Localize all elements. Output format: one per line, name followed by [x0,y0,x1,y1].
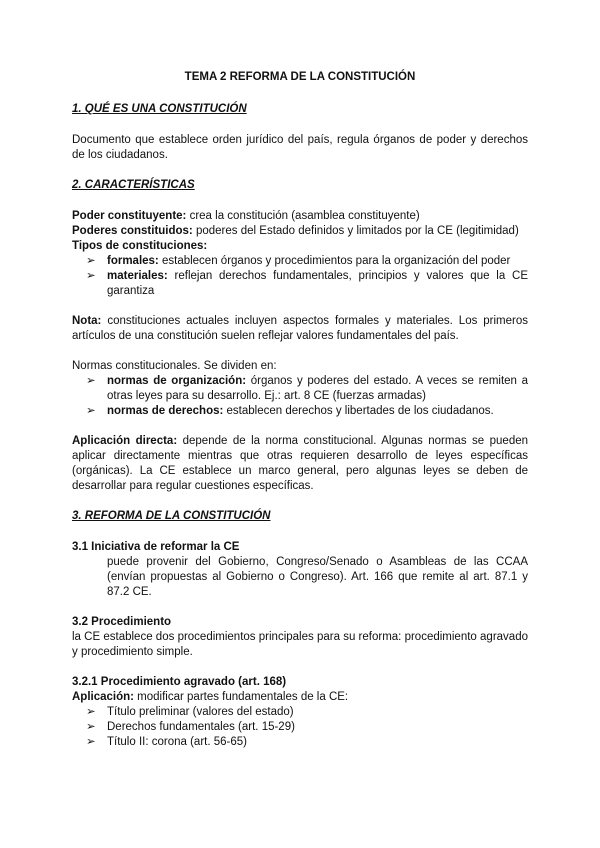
tipos-list [72,254,528,299]
arrow-bullet-icon: ➢ [86,375,96,387]
arrow-bullet-icon: ➢ [86,721,96,733]
poderes-constituidos-line [72,224,528,239]
section-1-heading: 1. QUÉ ES UNA CONSTITUCIÓN [72,103,247,115]
aplicacion-directa-paragraph [72,434,528,494]
arrow-bullet-icon: ➢ [86,405,96,417]
tipo-label: materiales: [107,270,168,282]
subsection-3-1-heading: 3.1 Iniciativa de reformar la CE [72,541,240,553]
normas-list [72,374,528,419]
aplicacion-directa-label: Aplicación directa: [72,435,178,447]
poder-constituyente-line [72,209,528,224]
subsection-3-2-1-heading: 3.2.1 Procedimiento agravado (art. 168) [72,676,287,688]
tipos-label: Tipos de constituciones: [72,240,208,252]
document-title: TEMA 2 REFORMA DE LA CONSTITUCIÓN [184,71,416,83]
section-3-heading: 3. REFORMA DE LA CONSTITUCIÓN [72,510,271,522]
arrow-bullet-icon: ➢ [86,255,96,267]
poder-constituyente-text: crea la constitución (asamblea constituyente) [186,210,420,222]
subsection-3-2-heading: 3.2 Procedimiento [72,616,172,628]
s321-aplicacion-label: Aplicación: [72,691,134,703]
s321-aplicacion-text: modificar partes fundamentales de la CE: [133,691,349,703]
arrow-bullet-icon: ➢ [86,736,96,748]
list-item [72,374,528,404]
s321-list [72,705,528,750]
poderes-constituidos-text: poderes del Estado definidos y limitados por la CE (legitimidad) [192,225,519,237]
list-item [72,404,528,419]
aplicacion-directa-text: depende de la norma constitucional. Algunas normas se pueden aplicar directamente mientras que otras requieren desarrollo de leyes específicas (orgánicas). La CE establece un marco general, pero algunas leyes se deben de desarrollar para regular cuestiones específicas. [72,435,529,492]
s321-item-text: Derechos fundamentales (art. 15-29) [107,721,295,733]
subsection-3-2-text: la CE establece dos procedimientos principales para su reforma: procedimiento agravado y procedimiento simple. [72,631,528,658]
normas-intro: Normas constitucionales. Se dividen en: [72,360,277,372]
list-item [72,254,528,269]
norma-label: normas de organización: [107,375,247,387]
s321-item-text: Título II: corona (art. 56-65) [107,736,247,748]
s321-aplicacion-line [72,690,528,705]
arrow-bullet-icon: ➢ [86,270,96,282]
list-item [72,720,528,735]
subsection-3-1-text: puede provenir del Gobierno, Congreso/Senado o Asambleas de las CCAA (envían propuestas al Gobierno o Congreso). Art. 166 que remite al art. 87.1 y 87.2 CE. [107,556,528,598]
section-1-text: Documento que establece orden jurídico del país, regula órganos de poder y derechos de los ciudadanos. [72,134,528,161]
tipo-label: formales: [107,255,159,267]
list-item [72,705,528,720]
nota-paragraph [72,314,528,344]
list-item [72,735,528,750]
list-item [72,269,528,299]
poder-constituyente-label: Poder constituyente: [72,210,187,222]
tipo-text: reflejan derechos fundamentales, principios y valores que la CE garantiza [107,270,528,297]
tipo-text: establecen órganos y procedimientos para la organización del poder [158,255,511,267]
s321-item-text: Título preliminar (valores del estado) [107,706,294,718]
nota-label: Nota: [72,315,102,327]
poderes-constituidos-label: Poderes constituidos: [72,225,193,237]
arrow-bullet-icon: ➢ [86,706,96,718]
norma-text: órganos y poderes del estado. A veces se remiten a otras leyes para su desarrollo. Ej.: art. 8 CE (fuerzas armadas) [107,375,529,402]
section-2-heading: 2. CARACTERÍSTICAS [72,179,195,191]
nota-text: constituciones actuales incluyen aspectos formales y materiales. Los primeros artículos de una constitución suelen reflejar valores fundamentales del país. [72,315,528,342]
norma-text: establecen derechos y libertades de los ciudadanos. [223,405,494,417]
norma-label: normas de derechos: [107,405,224,417]
